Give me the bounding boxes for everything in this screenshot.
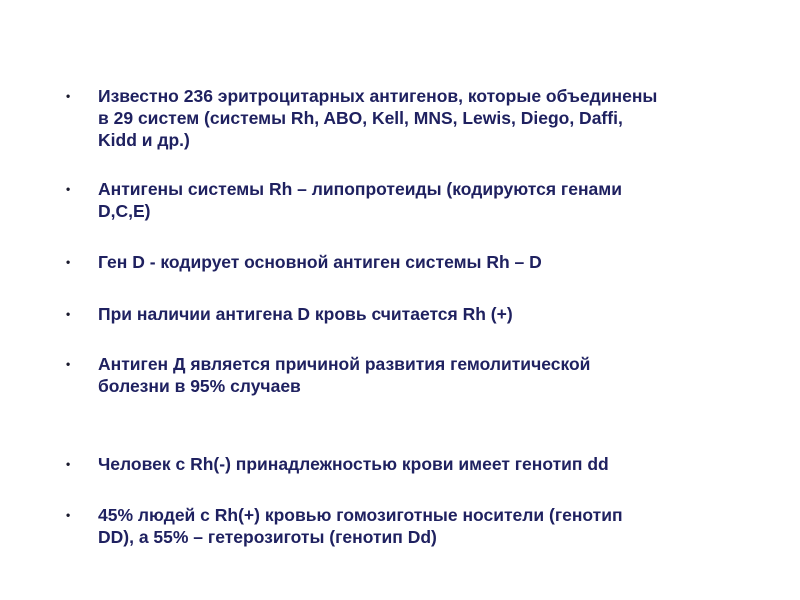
bullet-text-antigen-count: Известно 236 эритроцитарных антигенов, которые объединены в 29 систем (системы Rh, ABO, Kell, MNS, Lewis, Diego, Daffi, Kidd и др.) (98, 86, 658, 150)
bullet-item (66, 504, 726, 548)
bullet-marker: • (66, 307, 71, 321)
bullet-text-gene-d: Ген D - кодирует основной антиген системы Rh – D (98, 252, 542, 272)
bullet-item (66, 178, 726, 222)
bullet-text-rh-positive: При наличии антигена D кровь считается Rh (+) (98, 304, 513, 324)
bullet-item (66, 453, 726, 475)
bullet-text-rh-negative-genotype: Человек с Rh(-) принадлежностью крови имеет генотип dd (98, 454, 609, 474)
bullet-item (66, 353, 726, 397)
bullet-item (66, 85, 726, 151)
bullet-marker: • (66, 255, 71, 269)
bullet-item (66, 251, 726, 273)
bullet-text-carriers-percent: 45% людей с Rh(+) кровью гомозиготные носители (генотип DD), а 55% – гетерозиготы (генотип Dd) (98, 505, 623, 547)
bullet-marker: • (66, 89, 71, 103)
bullet-marker: • (66, 357, 71, 371)
bullet-item (66, 303, 726, 325)
bullet-marker: • (66, 508, 71, 522)
bullet-text-hemolytic-disease: Антиген Д является причиной развития гемолитической болезни в 95% случаев (98, 354, 591, 396)
bullet-marker: • (66, 182, 71, 196)
bullet-text-rh-lipoproteins: Антигены системы Rh – липопротеиды (кодируются генами D,C,E) (98, 179, 622, 221)
bullet-marker: • (66, 457, 71, 471)
